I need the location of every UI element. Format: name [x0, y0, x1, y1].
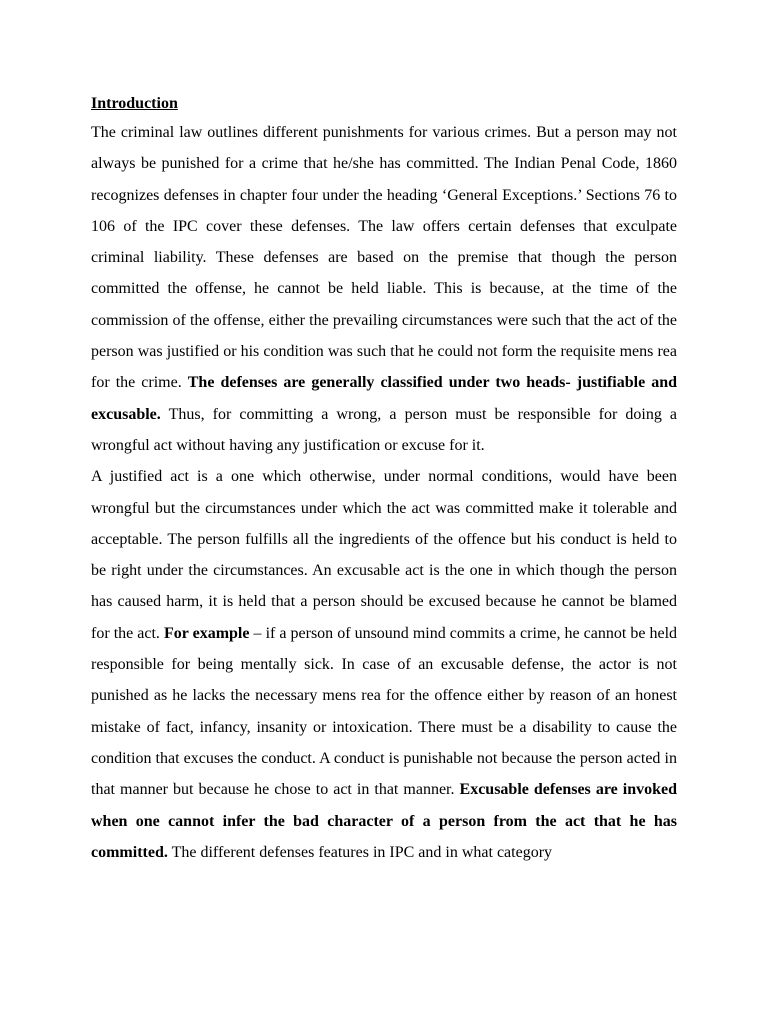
paragraph-two-text-2: – if a person of unsound mind commits a crime, he cannot be held responsible for being mentally sick. In case of an excusable defense, the actor is not punished as he lacks the necessary mens rea for the offence either by reason of an honest mistake of fact, infancy, insanity or intoxication. There must be a disability to cause the condition that excuses the conduct. A conduct is punishable not because the person acted in that manner but because he chose to act in that manner. — [91, 624, 678, 799]
paragraph-two-bold-2: Excusable defenses are invoked when one cannot infer the bad character of a person from the act that he has committed. — [91, 781, 678, 861]
section-heading: Introduction — [91, 95, 178, 112]
paragraph-intro-text-2: Thus, for committing a wrong, a person must be responsible for doing a wrongful act without having any justification or excuse for it. — [91, 405, 677, 454]
document-page — [91, 91, 677, 868]
paragraph-two-text-3: The different defenses features in IPC and in what category — [171, 843, 553, 861]
paragraph-intro — [91, 117, 677, 461]
paragraph-intro-text-1: The criminal law outlines different punishments for various crimes. But a person may not always be punished for a crime that he/she has committed. The Indian Penal Code, 1860 recognizes defenses in chapter four under the heading ‘General Exceptions.’ Sections 76 to 106 of the IPC cover these defenses. The law offers certain defenses that exculpate criminal liability. These defenses are based on the premise that though the person committed the offense, he cannot be held liable. This is because, at the time of the commission of the offense, either the prevailing circumstances were such that the act of the person was justified or his condition was such that he could not form the requisite mens rea for the crime. — [91, 124, 677, 392]
paragraph-justified-excusable — [91, 461, 677, 868]
paragraph-two-bold-1: For example — [163, 624, 250, 642]
paragraph-intro-bold-1: The defenses are generally classified under two heads- justifiable and excusable. — [91, 374, 678, 423]
paragraph-two-text-1: A justified act is a one which otherwise, under normal conditions, would have been wrongful but the circumstances under which the act was committed make it tolerable and acceptable. The person fulfills all the ingredients of the offence but his conduct is held to be right under the circumstances. An excusable act is the one in which though the person has caused harm, it is held that a person should be excused because he cannot be blamed for the act. — [91, 468, 677, 642]
